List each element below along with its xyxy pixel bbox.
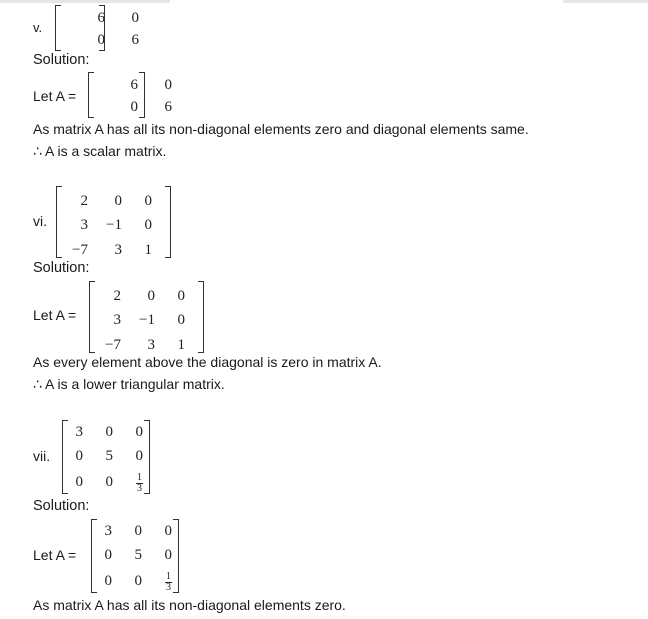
matrix-v-question (55, 5, 139, 51)
matrix-vii-solution (91, 519, 179, 593)
statement-v-line1: As matrix A has all its non-diagonal elements zero and diagonal elements same. (33, 121, 529, 137)
matrix-cell: 6 (131, 32, 139, 48)
matrix-cell: −7 (105, 337, 121, 353)
matrix-cell: 1 (144, 242, 152, 258)
matrix-cell: 3 (113, 312, 121, 328)
matrix-cell: 3 (147, 337, 155, 353)
solution-label-v: Solution: (33, 52, 90, 68)
let-a-label-v: Let A = (33, 88, 77, 104)
left-bracket (89, 281, 95, 353)
matrix-cell: 1 (177, 337, 185, 353)
matrix-cell: 0 (164, 523, 172, 539)
matrix-cell: 3 (75, 424, 83, 440)
matrix-cell: 2 (80, 193, 88, 209)
left-bracket (56, 186, 62, 258)
fraction: $\frac{1}{3}$ (137, 472, 142, 494)
left-bracket (55, 5, 61, 51)
matrix-cell: 0 (144, 217, 152, 233)
matrix-cell: 5 (134, 547, 142, 563)
matrix-cell (148, 572, 172, 593)
matrix-cell: 0 (104, 573, 112, 589)
matrix-cell: 0 (135, 424, 143, 440)
matrix-v-solution (88, 72, 172, 118)
matrix-cell: −7 (72, 242, 88, 258)
matrix-cell: 0 (164, 547, 172, 563)
matrix-cell: 3 (80, 217, 88, 233)
matrix-cell (119, 473, 143, 494)
let-a-label-vii: Let A = (33, 547, 77, 563)
right-bracket (198, 281, 204, 353)
matrix-vii-question (62, 420, 150, 494)
item-label-vi: vi. (33, 213, 47, 229)
matrix-cell: −1 (106, 217, 122, 233)
matrix-cell: 0 (177, 312, 185, 328)
right-bracket (144, 420, 150, 494)
left-bracket (88, 72, 94, 118)
statement-v-line2: ∴ A is a scalar matrix. (33, 143, 167, 159)
top-divider-right (563, 0, 648, 3)
matrix-cell: 0 (97, 32, 105, 48)
solution-label-vii: Solution: (33, 498, 90, 514)
let-a-label-vi: Let A = (33, 307, 77, 323)
item-label-v: v. (33, 20, 43, 35)
item-label-vii: vii. (33, 448, 51, 464)
matrix-cell: 0 (164, 77, 172, 93)
right-bracket (139, 72, 145, 118)
statement-vi-line1: As every element above the diagonal is zero in matrix A. (33, 354, 382, 370)
matrix-cell: 3 (104, 523, 112, 539)
matrix-cell: 0 (105, 474, 113, 490)
matrix-cell: 0 (104, 547, 112, 563)
matrix-cell: 5 (105, 448, 113, 464)
matrix-cell: 0 (134, 523, 142, 539)
right-bracket (173, 519, 179, 593)
matrix-cell: −1 (139, 312, 155, 328)
right-bracket (165, 186, 171, 258)
matrix-cell: 3 (114, 242, 122, 258)
solution-label-vi: Solution: (33, 260, 90, 276)
matrix-cell: 0 (147, 288, 155, 304)
matrix-cell: 0 (131, 10, 139, 26)
matrix-cell: 0 (105, 424, 113, 440)
matrix-vi-question (56, 186, 171, 258)
fraction: $\frac{1}{3}$ (166, 571, 171, 593)
matrix-cell: 2 (113, 288, 121, 304)
matrix-cell: 0 (134, 573, 142, 589)
matrix-vi-solution (89, 281, 204, 353)
top-divider-left (0, 0, 170, 3)
matrix-cell: 6 (164, 99, 172, 115)
matrix-cell: 0 (130, 99, 138, 115)
matrix-cell: 0 (135, 448, 143, 464)
matrix-cell: 0 (144, 193, 152, 209)
matrix-cell: 0 (75, 474, 83, 490)
matrix-cell: 0 (114, 193, 122, 209)
matrix-cell: 0 (177, 288, 185, 304)
statement-vii-line1: As matrix A has all its non-diagonal elements zero. (33, 597, 346, 613)
matrix-cell: 6 (97, 10, 105, 26)
matrix-cell: 0 (75, 448, 83, 464)
statement-vi-line2: ∴ A is a lower triangular matrix. (33, 376, 225, 392)
matrix-cell: 6 (130, 77, 138, 93)
